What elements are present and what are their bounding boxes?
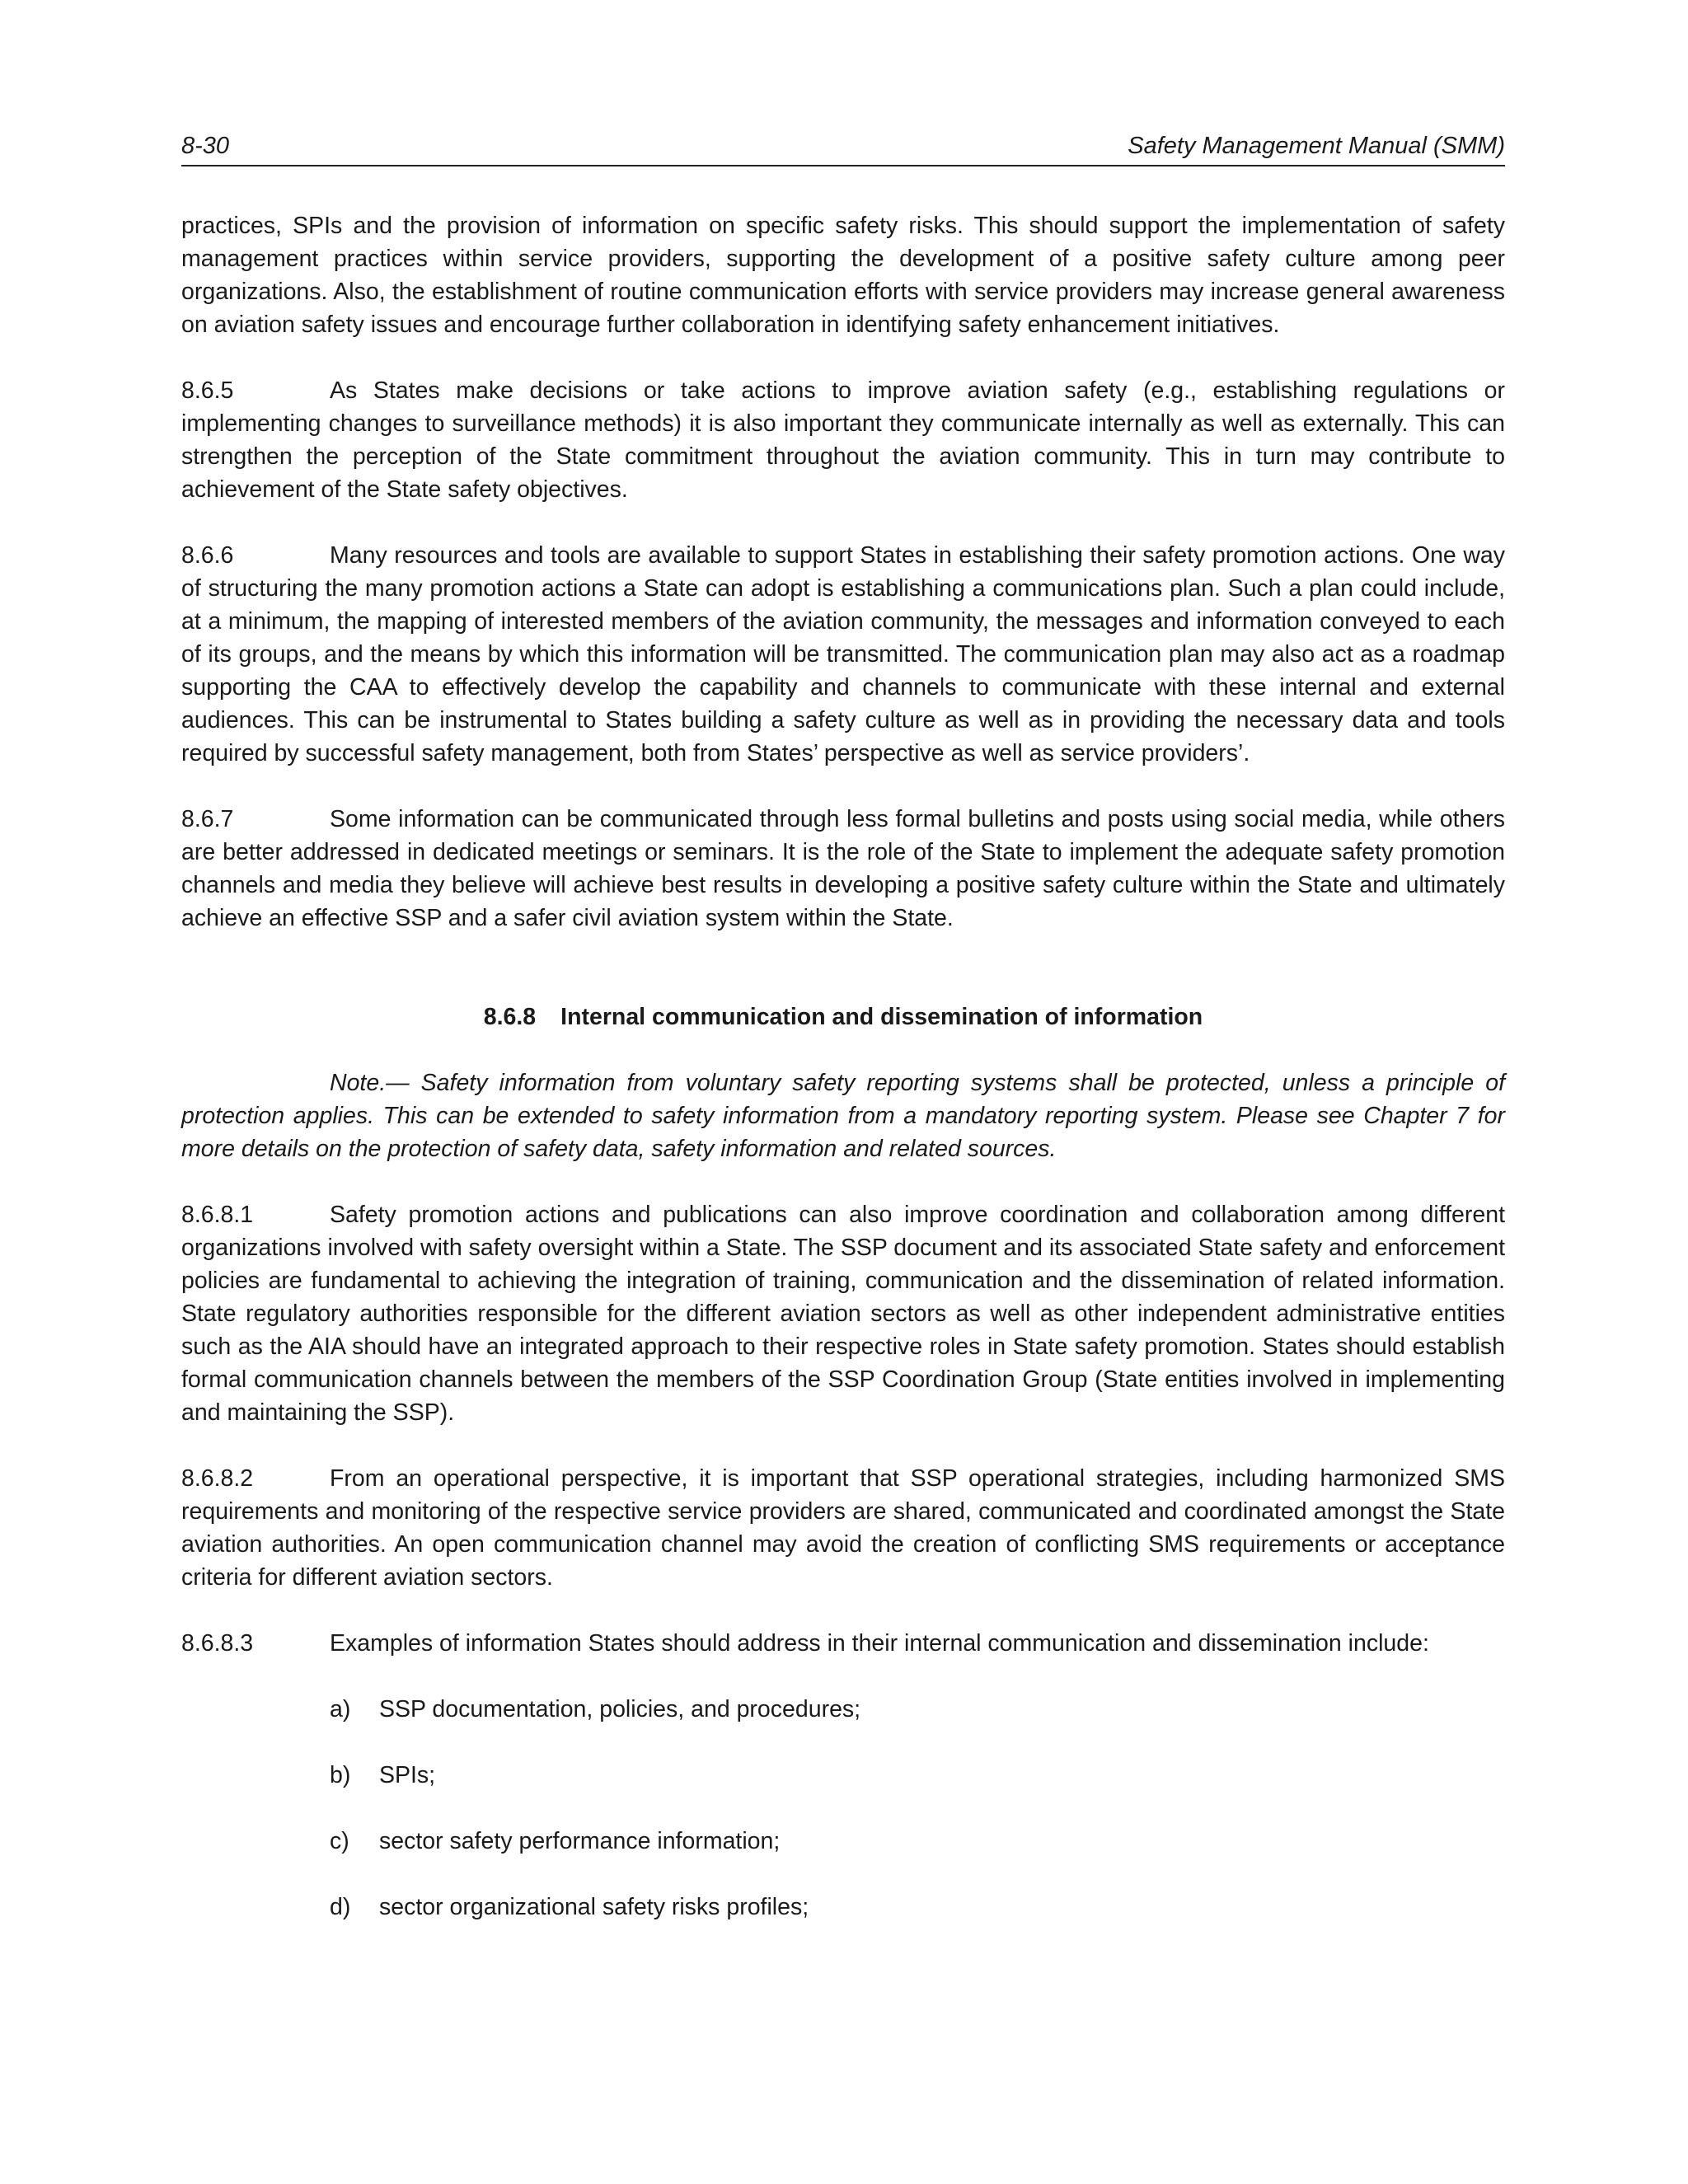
document-page bbox=[181, 132, 1505, 1957]
section-number: 8.6.8 bbox=[483, 1004, 537, 1030]
running-header bbox=[181, 132, 1505, 166]
paragraph-text: Some information can be communicated through less formal bulletins and posts using social media, while others are better addressed in dedicated meetings or seminars. It is the role of the State to implement the adequate safety promotion channels and media they believe will achieve best results in developing a positive safety culture within the State and ultimately achieve an effective SSP and a safer civil aviation system within the State. bbox=[181, 806, 1505, 931]
paragraph-number: 8.6.7 bbox=[181, 806, 234, 832]
section-title: Internal communication and dissemination of information bbox=[560, 1004, 1203, 1030]
paragraph-number: 8.6.6 bbox=[181, 542, 234, 569]
paragraph-number: 8.6.8.1 bbox=[181, 1202, 254, 1228]
page-number: 8-30 bbox=[181, 133, 230, 159]
list-item-text: SPIs; bbox=[379, 1762, 436, 1788]
paragraph-8-6-8-3 bbox=[181, 1627, 1505, 1660]
paragraph-text: Safety promotion actions and publications can also improve coordination and collaboration among different organizations involved with safety oversight within a State. The SSP document and its associated State safety and enforcement policies are fundamental to achieving the integration of training, communication and the dissemination of related information. State regulatory authorities responsible for the different aviation sectors as well as other independent administrative entities such as the AIA should have an integrated approach to their respective roles in State safety promotion. States should establish formal communication channels between the members of the SSP Coordination Group (State entities involved in implementing and maintaining the SSP). bbox=[181, 1202, 1505, 1426]
list-item bbox=[330, 1693, 1505, 1726]
paragraph-8-6-7 bbox=[181, 803, 1505, 935]
paragraph-text: Many resources and tools are available to support States in establishing their safety promotion actions. One way of structuring the many promotion actions a State can adopt is establishing a communications plan. Such a plan could include, at a minimum, the mapping of interested members of the aviation community, the messages and information conveyed to each of its groups, and the means by which this information will be transmitted. The communication plan may also act as a roadmap supporting the CAA to effectively develop the capability and channels to communicate with these internal and external audiences. This can be instrumental to States building a safety culture as well as in providing the necessary data and tools required by successful safety management, both from States’ perspective as well as service providers’. bbox=[181, 542, 1505, 766]
list-item-text: SSP documentation, policies, and procedures; bbox=[379, 1696, 861, 1722]
list-item bbox=[330, 1825, 1505, 1858]
section-heading bbox=[181, 1001, 1505, 1033]
page-body bbox=[181, 209, 1505, 1924]
note: Note.— Safety information from voluntary safety reporting systems shall be protected, unless a principle of protection applies. This can be extended to safety information from a mandatory reporting system. Please see Chapter 7 for more details on the protection of safety data, safety information and related sources. bbox=[181, 1070, 1505, 1162]
document-title: Safety Management Manual (SMM) bbox=[1128, 133, 1505, 159]
paragraph-text: Examples of information States should address in their internal communication and dissemination include: bbox=[330, 1630, 1429, 1657]
list-item-text: sector safety performance information; bbox=[379, 1828, 781, 1854]
examples-list bbox=[181, 1693, 1505, 1924]
paragraph-text: As States make decisions or take actions to improve aviation safety (e.g., establishing regulations or implementing changes to surveillance methods) it is also important they communicate internally as well as externally. This can strengthen the perception of the State commitment throughout the aviation community. This in turn may contribute to achievement of the State safety objectives. bbox=[181, 377, 1505, 503]
paragraph-number: 8.6.8.2 bbox=[181, 1465, 254, 1492]
paragraph-8-6-5 bbox=[181, 374, 1505, 506]
paragraph-number: 8.6.5 bbox=[181, 377, 234, 404]
list-marker: b) bbox=[330, 1762, 351, 1788]
list-marker: a) bbox=[330, 1696, 351, 1722]
paragraph-8-6-8-1 bbox=[181, 1198, 1505, 1429]
list-marker: d) bbox=[330, 1894, 351, 1920]
paragraph-continuation: practices, SPIs and the provision of information on specific safety risks. This should support the implementation of safety management practices within service providers, supporting the development of a positive safety culture among peer organizations. Also, the establishment of routine communication efforts with service providers may increase general awareness on aviation safety issues and encourage further collaboration in identifying safety enhancement initiatives. bbox=[181, 213, 1505, 338]
list-marker: c) bbox=[330, 1828, 349, 1854]
paragraph-text: From an operational perspective, it is important that SSP operational strategies, including harmonized SMS requirements and monitoring of the respective service providers are shared, communicated and coordinated amongst the State aviation authorities. An open communication channel may avoid the creation of conflicting SMS requirements or acceptance criteria for different aviation sectors. bbox=[181, 1465, 1505, 1591]
paragraph-8-6-6 bbox=[181, 539, 1505, 770]
list-item bbox=[330, 1759, 1505, 1792]
list-item-text: sector organizational safety risks profiles; bbox=[379, 1894, 809, 1920]
paragraph-8-6-8-2 bbox=[181, 1462, 1505, 1594]
paragraph-number: 8.6.8.3 bbox=[181, 1630, 254, 1657]
list-item bbox=[330, 1891, 1505, 1924]
